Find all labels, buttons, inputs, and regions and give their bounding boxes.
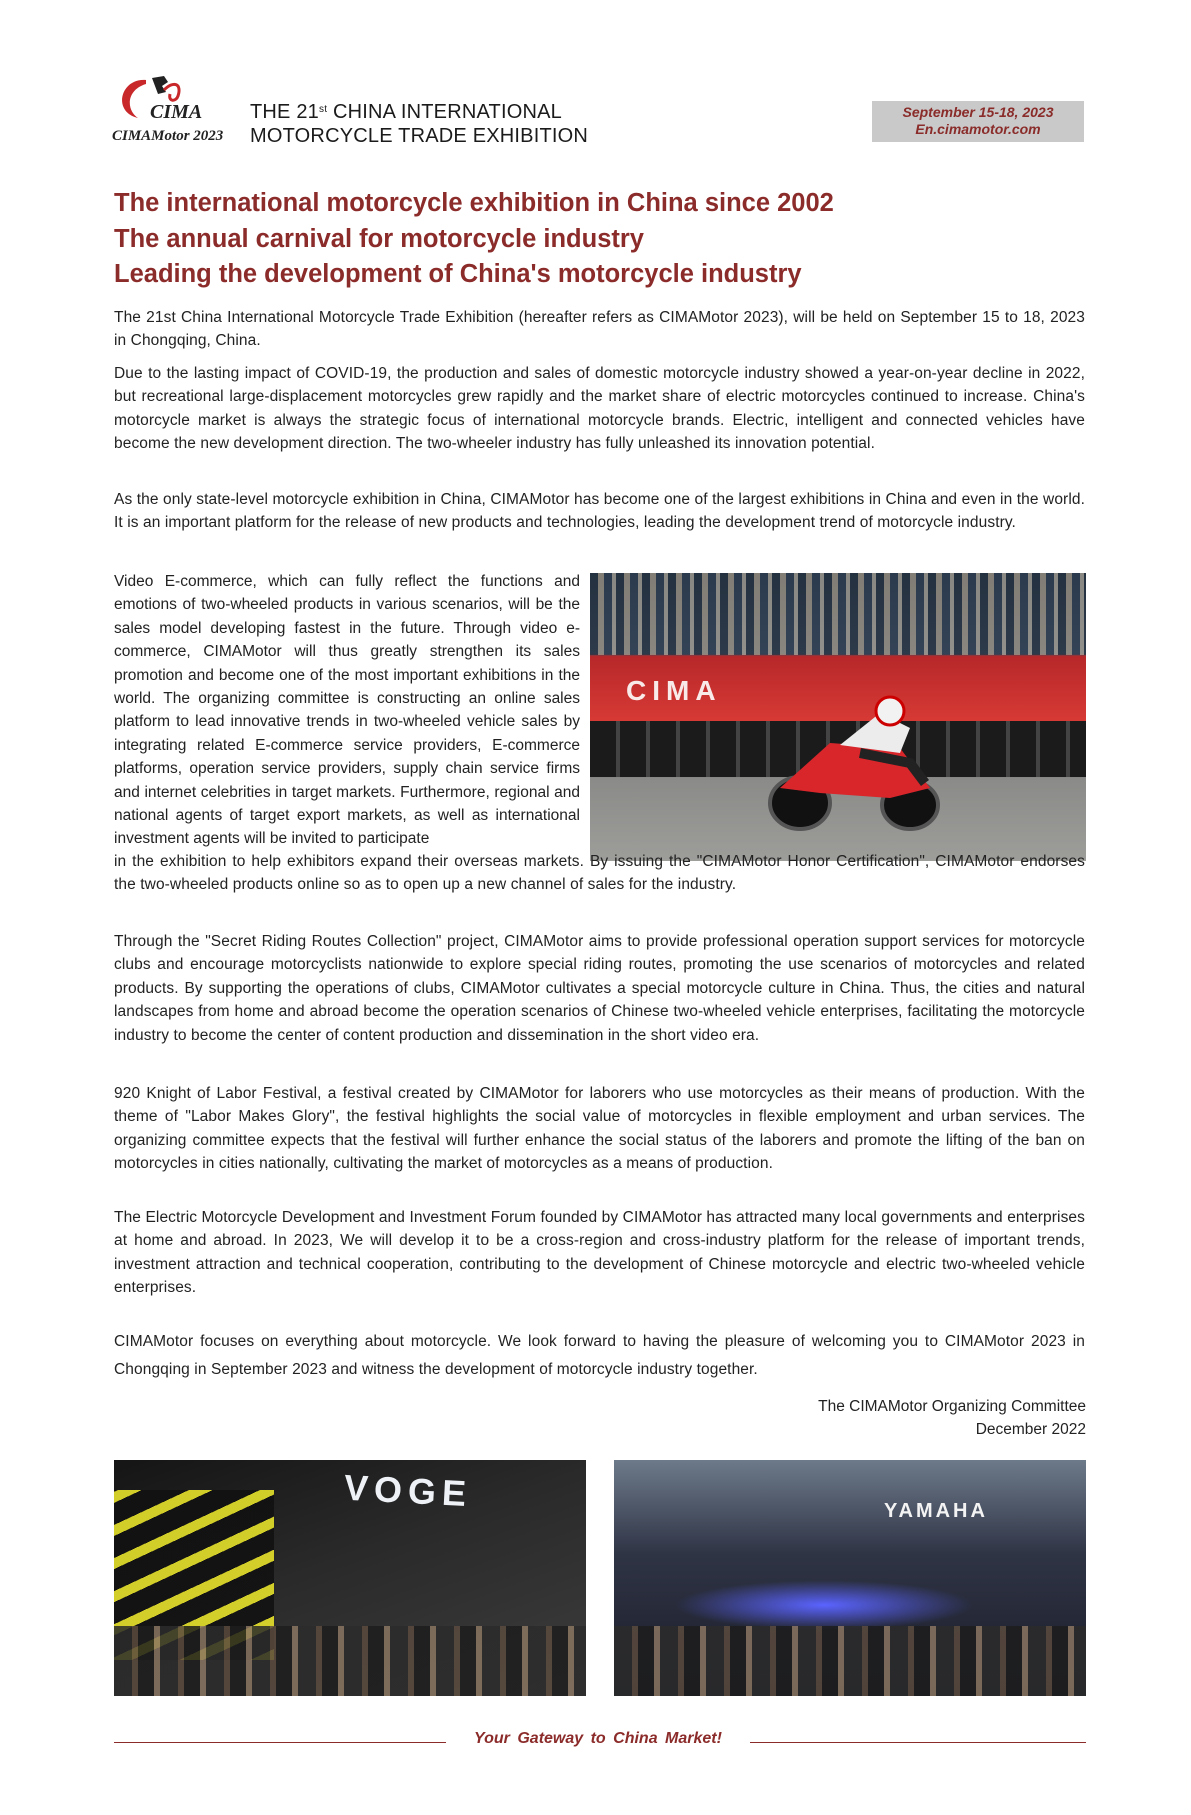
yamaha-booth-photo <box>614 1460 1086 1696</box>
voge-booth-photo <box>114 1460 586 1696</box>
paragraph-ecommerce-continued: in the exhibition to help exhibitors expand their overseas markets. By issuing the "CIMAMotor Honor Certification", CIMAMotor endorses the two-wheeled products online so as to open up a new channel of sales for the industry. <box>114 853 1085 894</box>
exhibition-title <box>250 100 588 148</box>
paragraph-electric-forum: The Electric Motorcycle Development and Investment Forum founded by CIMAMotor has attracted many local governments and enterprises at home and abroad. In 2023, We will develop it to be a cross-region and cross-industry platform for the release of important trends, investment attraction and technical cooperation, contributing to the development of Chinese motorcycle and electric two-wheeled vehicle enterprises. <box>114 1209 1085 1297</box>
headline-2: The annual carnival for motorcycle industry <box>114 224 644 253</box>
footer-slogan: Your Gateway to China Market! <box>474 1730 722 1747</box>
yamaha-sign: YAMAHA <box>884 1500 988 1522</box>
cima-logo <box>112 72 238 148</box>
race-banner-text: CIMA <box>626 675 722 706</box>
date-box <box>872 101 1084 142</box>
paragraph-labor-festival: 920 Knight of Labor Festival, a festival created by CIMAMotor for laborers who use motorcycles as their means of production. With the theme of "Labor Makes Glory", the festival highlights the social value of motorcycles in flexible employment and urban services. The organizing committee expects that the festival will further enhance the social status of the laborers and promote the lifting of the ban on motorcycles in cities nationally, cultivating the market of motorcycles as a means of production. <box>114 1085 1085 1173</box>
exhibition-date: September 15-18, 2023 <box>902 104 1054 120</box>
cima-logo-mark <box>112 72 222 128</box>
signature-date: December 2022 <box>975 1421 1086 1439</box>
title-line-1: THE 21st CHINA INTERNATIONAL <box>250 101 562 123</box>
headline-1: The international motorcycle exhibition in China since 2002 <box>114 189 834 217</box>
signature-block <box>818 1395 1086 1442</box>
visitor-crowd-2 <box>614 1626 1086 1696</box>
paragraph-market: Due to the lasting impact of COVID-19, the production and sales of domestic motorcycle industry showed a year-on-year decline in 2022, but recreational large-displacement motorcycles grew rapidly and the market share of electric motorcycles continued to increase. China's motorcycle market is always the strategic focus of international motorcycle brands. Electric, intelligent and connected vehicles have become the new development direction. The two-wheeler industry has fully unleashed its innovation potential. <box>114 365 1085 453</box>
race-photo <box>590 573 1086 861</box>
headlines <box>114 186 1094 293</box>
paragraph-riding-routes: Through the "Secret Riding Routes Collection" project, CIMAMotor aims to provide professional operation support services for motorcycle clubs and encourage motorcyclists nationwide to explore special riding routes, promoting the use scenarios of motorcycles and related products. By supporting the operations of clubs, CIMAMotor cultivates a special motorcycle culture in China. Thus, the cities and natural landscapes from home and abroad become the operation scenarios of Chinese two-wheeled vehicle enterprises, facilitating the motorcycle industry to become the center of content production and dissemination in the short video era. <box>114 933 1085 1044</box>
paragraph-closing: CIMAMotor focuses on everything about motorcycle. We look forward to having the pleasure of welcoming you to CIMAMotor 2023 in Chongqing in September 2023 and witness the development of motorcycle industry together. <box>114 1333 1085 1378</box>
voge-sign: VOGE <box>343 1466 474 1515</box>
motorcycle-rider <box>740 693 960 833</box>
website-link[interactable]: En.cimamotor.com <box>915 121 1041 137</box>
footer-rule-right <box>750 1742 1086 1743</box>
logo-wordmark: CIMA <box>150 101 203 123</box>
visitor-crowd <box>114 1626 586 1696</box>
paragraph-ecommerce: Video E-commerce, which can fully reflect the functions and emotions of two-wheeled products in various scenarios, will be the sales model developing fastest in the future. Through video e-commerce, CIMAMotor will thus greatly strengthen its sales promotion and become one of the most important exhibitions in the world. The organizing committee is constructing an online sales platform to lead innovative trends in two-wheeled vehicle sales by integrating related E-commerce service providers, E-commerce platforms, operation service providers, supply chain service firms and internet celebrities in target markets. Furthermore, regional and national agents of target export markets, as well as international investment agents will be invited to participate <box>114 573 580 848</box>
title-line-2: MOTORCYCLE TRADE EXHIBITION <box>250 125 589 147</box>
title-superscript: st <box>319 104 328 115</box>
headline-3: Leading the development of China's motorcycle industry <box>114 260 802 288</box>
footer-rule-left <box>114 1742 446 1743</box>
blue-stage-light <box>674 1580 974 1630</box>
logo-caption: CIMAMotor 2023 <box>112 128 224 144</box>
spectator-crowd <box>590 573 1086 655</box>
paragraph-platform: As the only state-level motorcycle exhibition in China, CIMAMotor has become one of the largest exhibitions in China and even in the world. It is an important platform for the release of new products and technologies, leading the development trend of motorcycle industry. <box>114 491 1085 532</box>
signature-org: The CIMAMotor Organizing Committee <box>818 1398 1086 1415</box>
paragraph-intro: The 21st China International Motorcycle Trade Exhibition (hereafter refers as CIMAMotor 2023), will be held on September 15 to 18, 2023 in Chongqing, China. <box>114 309 1085 350</box>
